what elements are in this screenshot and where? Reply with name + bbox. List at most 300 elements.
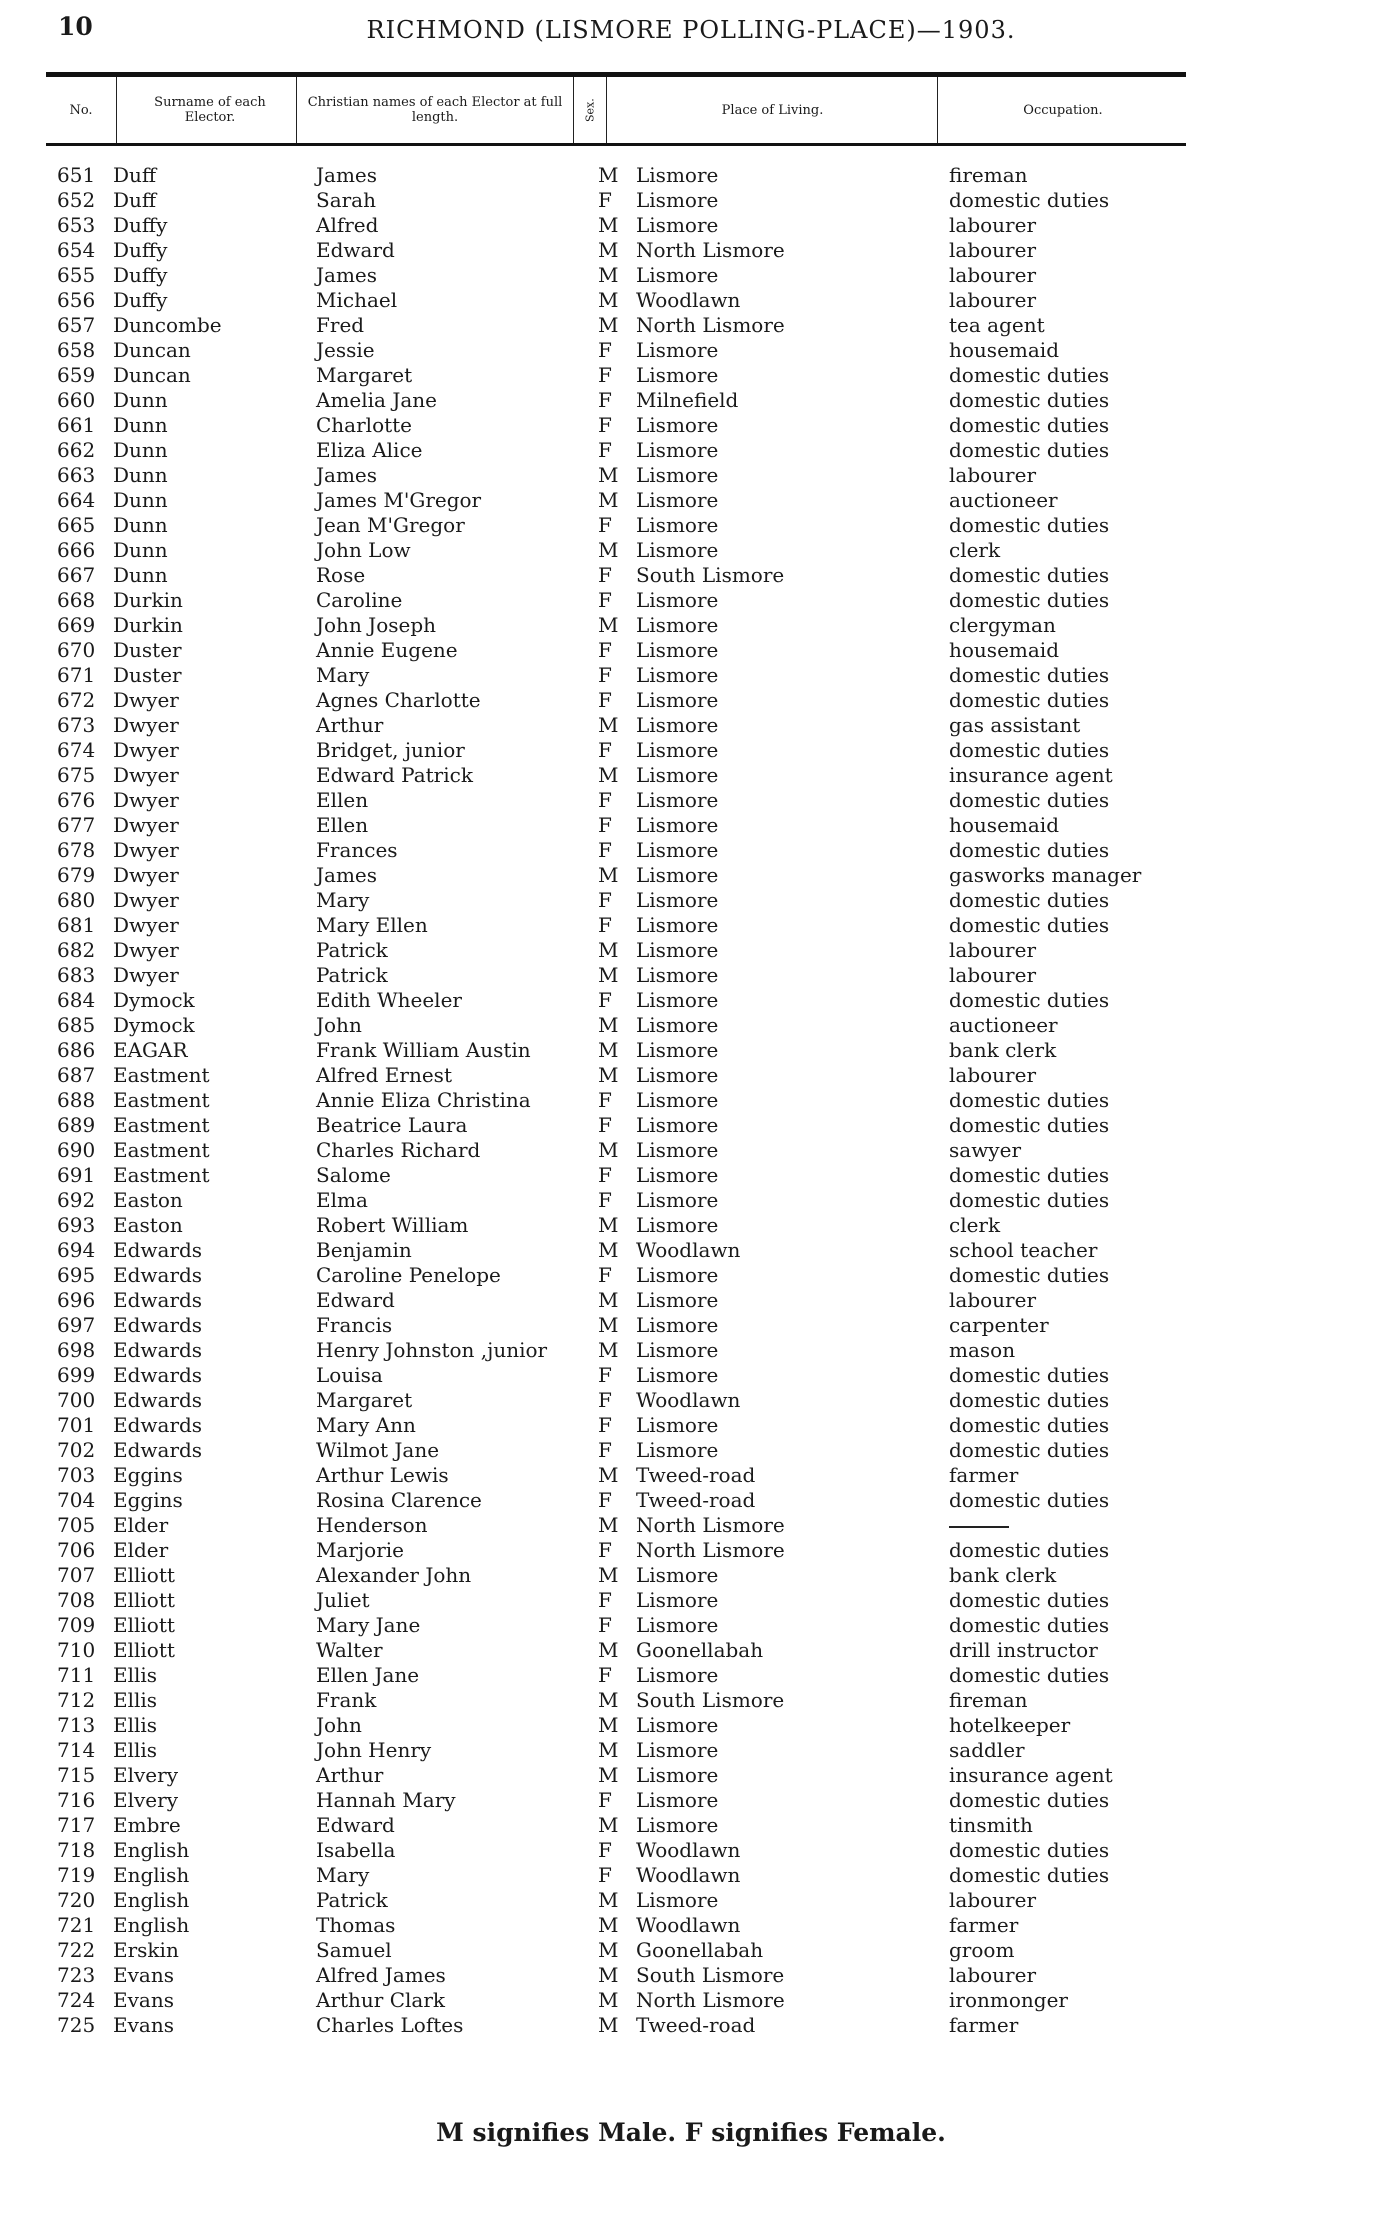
elector-occupation: domestic duties	[949, 1613, 1110, 1637]
elector-number: 674	[57, 738, 96, 762]
elector-christian-names: Elma	[316, 1188, 368, 1212]
elector-occupation: domestic duties	[949, 1838, 1110, 1862]
elector-occupation: domestic duties	[949, 1438, 1110, 1462]
header-no: No.	[69, 102, 93, 118]
table-row	[0, 338, 1382, 363]
elector-occupation: school teacher	[949, 1238, 1098, 1262]
elector-number: 656	[57, 288, 96, 312]
elector-number: 657	[57, 313, 96, 337]
elector-number: 683	[57, 963, 96, 987]
elector-surname: Elvery	[113, 1763, 178, 1787]
elector-sex: F	[598, 1113, 612, 1137]
table-row	[0, 1838, 1382, 1863]
elector-number: 720	[57, 1888, 96, 1912]
elector-number: 703	[57, 1463, 96, 1487]
elector-occupation: labourer	[949, 463, 1037, 487]
table-row	[0, 763, 1382, 788]
elector-number: 684	[57, 988, 96, 1012]
elector-sex: M	[598, 1913, 619, 1937]
elector-christian-names: Patrick	[316, 963, 388, 987]
elector-occupation: domestic duties	[949, 1663, 1110, 1687]
table-row	[0, 913, 1382, 938]
elector-place-of-living: Lismore	[636, 638, 719, 662]
table-row	[0, 1963, 1382, 1988]
elector-sex: M	[598, 1988, 619, 2012]
elector-christian-names: Arthur Clark	[316, 1988, 446, 2012]
elector-surname: Dwyer	[113, 963, 179, 987]
elector-christian-names: Ellen	[316, 813, 369, 837]
elector-number: 671	[57, 663, 96, 687]
elector-christian-names: Jessie	[316, 338, 375, 362]
table-row	[0, 713, 1382, 738]
elector-number: 717	[57, 1813, 96, 1837]
elector-place-of-living: Lismore	[636, 263, 719, 287]
elector-occupation: labourer	[949, 213, 1037, 237]
elector-surname: Dwyer	[113, 788, 179, 812]
elector-occupation: domestic duties	[949, 563, 1110, 587]
table-row	[0, 1138, 1382, 1163]
elector-number: 711	[57, 1663, 96, 1687]
elector-christian-names: Amelia Jane	[316, 388, 437, 412]
elector-surname: Duster	[113, 663, 182, 687]
elector-christian-names: Ellen	[316, 788, 369, 812]
column-divider	[937, 77, 938, 143]
elector-sex: F	[598, 638, 612, 662]
elector-number: 702	[57, 1438, 96, 1462]
elector-surname: Edwards	[113, 1263, 203, 1287]
elector-number: 708	[57, 1588, 96, 1612]
elector-place-of-living: Lismore	[636, 663, 719, 687]
elector-occupation: domestic duties	[949, 1363, 1110, 1387]
elector-surname: Elliott	[113, 1563, 175, 1587]
elector-surname: Erskin	[113, 1938, 179, 1962]
table-row	[0, 388, 1382, 413]
elector-christian-names: Wilmot Jane	[316, 1438, 440, 1462]
elector-number: 676	[57, 788, 96, 812]
table-row	[0, 413, 1382, 438]
table-row	[0, 1313, 1382, 1338]
elector-place-of-living: Lismore	[636, 688, 719, 712]
table-row	[0, 888, 1382, 913]
elector-surname: Elliott	[113, 1588, 175, 1612]
elector-surname: Easton	[113, 1213, 183, 1237]
elector-occupation: bank clerk	[949, 1038, 1057, 1062]
header-sex: Sex.	[583, 98, 597, 122]
elector-occupation: labourer	[949, 1288, 1037, 1312]
footer-note: M signifies Male. F signifies Female.	[436, 2118, 946, 2147]
elector-sex: M	[598, 1313, 619, 1337]
table-row	[0, 1563, 1382, 1588]
elector-occupation: domestic duties	[949, 438, 1110, 462]
elector-sex: M	[598, 538, 619, 562]
elector-christian-names: Mary Ann	[316, 1413, 416, 1437]
elector-sex: M	[598, 1238, 619, 1262]
elector-surname: EAGAR	[113, 1038, 188, 1062]
elector-occupation: domestic duties	[949, 513, 1110, 537]
table-row	[0, 563, 1382, 588]
elector-surname: Eastment	[113, 1088, 210, 1112]
elector-occupation: domestic duties	[949, 1188, 1110, 1212]
elector-surname: Dwyer	[113, 763, 179, 787]
table-row	[0, 2013, 1382, 2038]
elector-occupation: labourer	[949, 1888, 1037, 1912]
elector-surname: Dunn	[113, 438, 168, 462]
top-rule	[46, 72, 1186, 77]
elector-number: 680	[57, 888, 96, 912]
elector-sex: M	[598, 1638, 619, 1662]
elector-occupation: domestic duties	[949, 788, 1110, 812]
elector-christian-names: Annie Eugene	[316, 638, 458, 662]
column-divider	[573, 77, 574, 143]
table-row	[0, 513, 1382, 538]
elector-occupation: auctioneer	[949, 1013, 1058, 1037]
elector-surname: Edwards	[113, 1238, 203, 1262]
elector-occupation: housemaid	[949, 813, 1059, 837]
elector-number: 697	[57, 1313, 96, 1337]
elector-place-of-living: Woodlawn	[636, 1838, 741, 1862]
elector-occupation: domestic duties	[949, 838, 1110, 862]
elector-place-of-living: Lismore	[636, 1188, 719, 1212]
elector-sex: F	[598, 413, 612, 437]
elector-christian-names: Patrick	[316, 938, 388, 962]
elector-number: 712	[57, 1688, 96, 1712]
elector-sex: F	[598, 1438, 612, 1462]
elector-occupation: insurance agent	[949, 1763, 1113, 1787]
table-row	[0, 1988, 1382, 2013]
elector-place-of-living: Lismore	[636, 1263, 719, 1287]
elector-place-of-living: Lismore	[636, 1338, 719, 1362]
elector-number: 651	[57, 163, 96, 187]
elector-christian-names: Hannah Mary	[316, 1788, 456, 1812]
elector-surname: Dunn	[113, 563, 168, 587]
elector-number: 677	[57, 813, 96, 837]
elector-sex: M	[598, 2013, 619, 2037]
elector-sex: F	[598, 988, 612, 1012]
elector-number: 681	[57, 913, 96, 937]
elector-surname: Dwyer	[113, 688, 179, 712]
elector-sex: M	[598, 1738, 619, 1762]
elector-place-of-living: North Lismore	[636, 238, 785, 262]
elector-surname: Elliott	[113, 1638, 175, 1662]
elector-number: 705	[57, 1513, 96, 1537]
elector-christian-names: Arthur Lewis	[316, 1463, 449, 1487]
elector-sex: M	[598, 1288, 619, 1312]
elector-christian-names: Mary Jane	[316, 1613, 421, 1637]
elector-christian-names: James M'Gregor	[316, 488, 482, 512]
elector-sex: M	[598, 288, 619, 312]
elector-surname: Edwards	[113, 1338, 203, 1362]
elector-occupation: domestic duties	[949, 1388, 1110, 1412]
elector-place-of-living: Goonellabah	[636, 1638, 764, 1662]
elector-surname: Evans	[113, 2013, 174, 2037]
elector-christian-names: James	[316, 463, 378, 487]
elector-place-of-living: Lismore	[636, 1738, 719, 1762]
elector-surname: Dunn	[113, 538, 168, 562]
elector-number: 713	[57, 1713, 96, 1737]
elector-christian-names: Charles Loftes	[316, 2013, 464, 2037]
elector-christian-names: Frank William Austin	[316, 1038, 531, 1062]
elector-occupation: labourer	[949, 288, 1037, 312]
column-divider	[116, 77, 117, 143]
table-row	[0, 1338, 1382, 1363]
elector-number: 687	[57, 1063, 96, 1087]
elector-sex: M	[598, 1563, 619, 1587]
elector-occupation: domestic duties	[949, 588, 1110, 612]
elector-occupation: labourer	[949, 238, 1037, 262]
elector-place-of-living: South Lismore	[636, 1963, 785, 1987]
elector-occupation: gas assistant	[949, 713, 1081, 737]
elector-occupation: domestic duties	[949, 413, 1110, 437]
elector-surname: Edwards	[113, 1363, 203, 1387]
elector-occupation: domestic duties	[949, 688, 1110, 712]
elector-sex: F	[598, 1088, 612, 1112]
table-row	[0, 463, 1382, 488]
elector-surname: Edwards	[113, 1413, 203, 1437]
elector-surname: Dymock	[113, 988, 195, 1012]
elector-surname: Dunn	[113, 388, 168, 412]
elector-surname: Elder	[113, 1513, 169, 1537]
elector-christian-names: Arthur	[316, 1763, 384, 1787]
elector-surname: Duster	[113, 638, 182, 662]
elector-surname: Duffy	[113, 238, 168, 262]
table-row	[0, 538, 1382, 563]
elector-sex: M	[598, 1038, 619, 1062]
table-row	[0, 1288, 1382, 1313]
elector-christian-names: Alfred	[316, 213, 379, 237]
elector-surname: Eastment	[113, 1063, 210, 1087]
elector-place-of-living: South Lismore	[636, 1688, 785, 1712]
elector-place-of-living: Lismore	[636, 888, 719, 912]
elector-surname: Dymock	[113, 1013, 195, 1037]
table-row	[0, 188, 1382, 213]
elector-place-of-living: Lismore	[636, 1563, 719, 1587]
elector-christian-names: John	[316, 1713, 362, 1737]
elector-number: 659	[57, 363, 96, 387]
elector-place-of-living: Lismore	[636, 788, 719, 812]
elector-place-of-living: Woodlawn	[636, 1913, 741, 1937]
elector-occupation: labourer	[949, 963, 1037, 987]
elector-christian-names: Edward	[316, 1288, 395, 1312]
elector-sex: F	[598, 888, 612, 912]
elector-place-of-living: Lismore	[636, 938, 719, 962]
elector-place-of-living: Lismore	[636, 1413, 719, 1437]
elector-sex: M	[598, 1463, 619, 1487]
elector-number: 682	[57, 938, 96, 962]
elector-number: 655	[57, 263, 96, 287]
elector-christian-names: Juliet	[316, 1588, 370, 1612]
table-row	[0, 1938, 1382, 1963]
elector-christian-names: Mary Ellen	[316, 913, 428, 937]
elector-place-of-living: Lismore	[636, 1063, 719, 1087]
elector-sex: M	[598, 1138, 619, 1162]
elector-number: 654	[57, 238, 96, 262]
table-row	[0, 1613, 1382, 1638]
table-row	[0, 1513, 1382, 1538]
elector-sex: F	[598, 1413, 612, 1437]
elector-sex: F	[598, 663, 612, 687]
elector-sex: F	[598, 1188, 612, 1212]
elector-number: 707	[57, 1563, 96, 1587]
elector-sex: M	[598, 863, 619, 887]
elector-place-of-living: Goonellabah	[636, 1938, 764, 1962]
elector-christian-names: Margaret	[316, 1388, 413, 1412]
elector-occupation: gasworks manager	[949, 863, 1142, 887]
elector-place-of-living: Lismore	[636, 1013, 719, 1037]
elector-christian-names: Alfred Ernest	[316, 1063, 452, 1087]
elector-surname: Duff	[113, 188, 157, 212]
elector-place-of-living: Lismore	[636, 1363, 719, 1387]
elector-christian-names: Agnes Charlotte	[316, 688, 481, 712]
elector-occupation: clergyman	[949, 613, 1056, 637]
elector-sex: M	[598, 313, 619, 337]
table-row	[0, 1813, 1382, 1838]
elector-place-of-living: Lismore	[636, 863, 719, 887]
elector-place-of-living: Lismore	[636, 1788, 719, 1812]
elector-christian-names: Marjorie	[316, 1538, 404, 1562]
table-row	[0, 1763, 1382, 1788]
table-row	[0, 963, 1382, 988]
elector-occupation: domestic duties	[949, 913, 1110, 937]
elector-surname: Dwyer	[113, 738, 179, 762]
elector-number: 672	[57, 688, 96, 712]
elector-place-of-living: Lismore	[636, 1813, 719, 1837]
elector-sex: F	[598, 1363, 612, 1387]
elector-place-of-living: Lismore	[636, 613, 719, 637]
elector-number: 669	[57, 613, 96, 637]
table-row	[0, 1438, 1382, 1463]
elector-occupation: domestic duties	[949, 663, 1110, 687]
elector-christian-names: Edward	[316, 238, 395, 262]
table-row	[0, 1363, 1382, 1388]
elector-sex: F	[598, 688, 612, 712]
elector-occupation: tea agent	[949, 313, 1045, 337]
elector-surname: Dwyer	[113, 888, 179, 912]
elector-number: 689	[57, 1113, 96, 1137]
header-place-of-living: Place of Living.	[721, 102, 824, 118]
elector-occupation: housemaid	[949, 338, 1059, 362]
elector-number: 698	[57, 1338, 96, 1362]
elector-number: 694	[57, 1238, 96, 1262]
elector-sex: M	[598, 1338, 619, 1362]
elector-number: 688	[57, 1088, 96, 1112]
elector-place-of-living: Lismore	[636, 188, 719, 212]
elector-sex: M	[598, 763, 619, 787]
elector-number: 692	[57, 1188, 96, 1212]
elector-place-of-living: North Lismore	[636, 1988, 785, 2012]
elector-christian-names: Edward	[316, 1813, 395, 1837]
elector-sex: F	[598, 1538, 612, 1562]
elector-sex: M	[598, 713, 619, 737]
elector-place-of-living: Lismore	[636, 463, 719, 487]
elector-surname: Duff	[113, 163, 157, 187]
elector-surname: Duncan	[113, 338, 191, 362]
elector-occupation: domestic duties	[949, 738, 1110, 762]
table-row	[0, 663, 1382, 688]
table-row	[0, 1638, 1382, 1663]
elector-surname: Evans	[113, 1963, 174, 1987]
elector-occupation: domestic duties	[949, 1788, 1110, 1812]
elector-number: 670	[57, 638, 96, 662]
elector-number: 685	[57, 1013, 96, 1037]
elector-surname: Eggins	[113, 1463, 183, 1487]
table-row	[0, 1063, 1382, 1088]
elector-occupation: domestic duties	[949, 1538, 1110, 1562]
elector-place-of-living: Woodlawn	[636, 288, 741, 312]
elector-surname: English	[113, 1888, 190, 1912]
page-number: 10	[58, 12, 93, 41]
elector-christian-names: Beatrice Laura	[316, 1113, 468, 1137]
elector-occupation: clerk	[949, 1213, 1001, 1237]
elector-occupation: mason	[949, 1338, 1016, 1362]
elector-sex: M	[598, 488, 619, 512]
elector-number: 666	[57, 538, 96, 562]
table-row	[0, 263, 1382, 288]
table-row	[0, 1488, 1382, 1513]
elector-place-of-living: Woodlawn	[636, 1238, 741, 1262]
elector-christian-names: Frances	[316, 838, 398, 862]
elector-christian-names: Salome	[316, 1163, 391, 1187]
elector-sex: F	[598, 388, 612, 412]
elector-number: 725	[57, 2013, 96, 2037]
elector-surname: Dwyer	[113, 838, 179, 862]
elector-occupation: farmer	[949, 1913, 1019, 1937]
elector-sex: M	[598, 1013, 619, 1037]
elector-number: 696	[57, 1288, 96, 1312]
elector-place-of-living: Lismore	[636, 738, 719, 762]
elector-place-of-living: Lismore	[636, 913, 719, 937]
elector-number: 701	[57, 1413, 96, 1437]
table-row	[0, 1038, 1382, 1063]
elector-occupation: labourer	[949, 263, 1037, 287]
elector-place-of-living: Lismore	[636, 1613, 719, 1637]
elector-surname: Dunn	[113, 463, 168, 487]
table-row	[0, 213, 1382, 238]
elector-surname: Elder	[113, 1538, 169, 1562]
table-row	[0, 1263, 1382, 1288]
elector-place-of-living: Lismore	[636, 1038, 719, 1062]
elector-christian-names: Frank	[316, 1688, 377, 1712]
elector-place-of-living: Lismore	[636, 363, 719, 387]
elector-place-of-living: Lismore	[636, 438, 719, 462]
elector-christian-names: Eliza Alice	[316, 438, 423, 462]
elector-number: 721	[57, 1913, 96, 1937]
elector-surname: Elvery	[113, 1788, 178, 1812]
elector-place-of-living: Lismore	[636, 1213, 719, 1237]
elector-surname: Dunn	[113, 513, 168, 537]
elector-place-of-living: Lismore	[636, 513, 719, 537]
elector-occupation: carpenter	[949, 1313, 1049, 1337]
elector-surname: Ellis	[113, 1738, 158, 1762]
elector-surname: English	[113, 1913, 190, 1937]
elector-christian-names: John Henry	[316, 1738, 432, 1762]
elector-christian-names: Bridget, junior	[316, 738, 465, 762]
elector-place-of-living: Lismore	[636, 1163, 719, 1187]
elector-number: 663	[57, 463, 96, 487]
elector-surname: Dwyer	[113, 713, 179, 737]
elector-christian-names: Mary	[316, 663, 370, 687]
elector-sex: F	[598, 588, 612, 612]
elector-sex: F	[598, 563, 612, 587]
elector-sex: F	[598, 338, 612, 362]
elector-surname: Durkin	[113, 588, 183, 612]
elector-place-of-living: Milnefield	[636, 388, 739, 412]
table-row	[0, 688, 1382, 713]
elector-number: 706	[57, 1538, 96, 1562]
elector-occupation	[949, 1513, 1009, 1538]
elector-occupation: sawyer	[949, 1138, 1022, 1162]
elector-surname: Ellis	[113, 1663, 158, 1687]
elector-place-of-living: Lismore	[636, 1438, 719, 1462]
